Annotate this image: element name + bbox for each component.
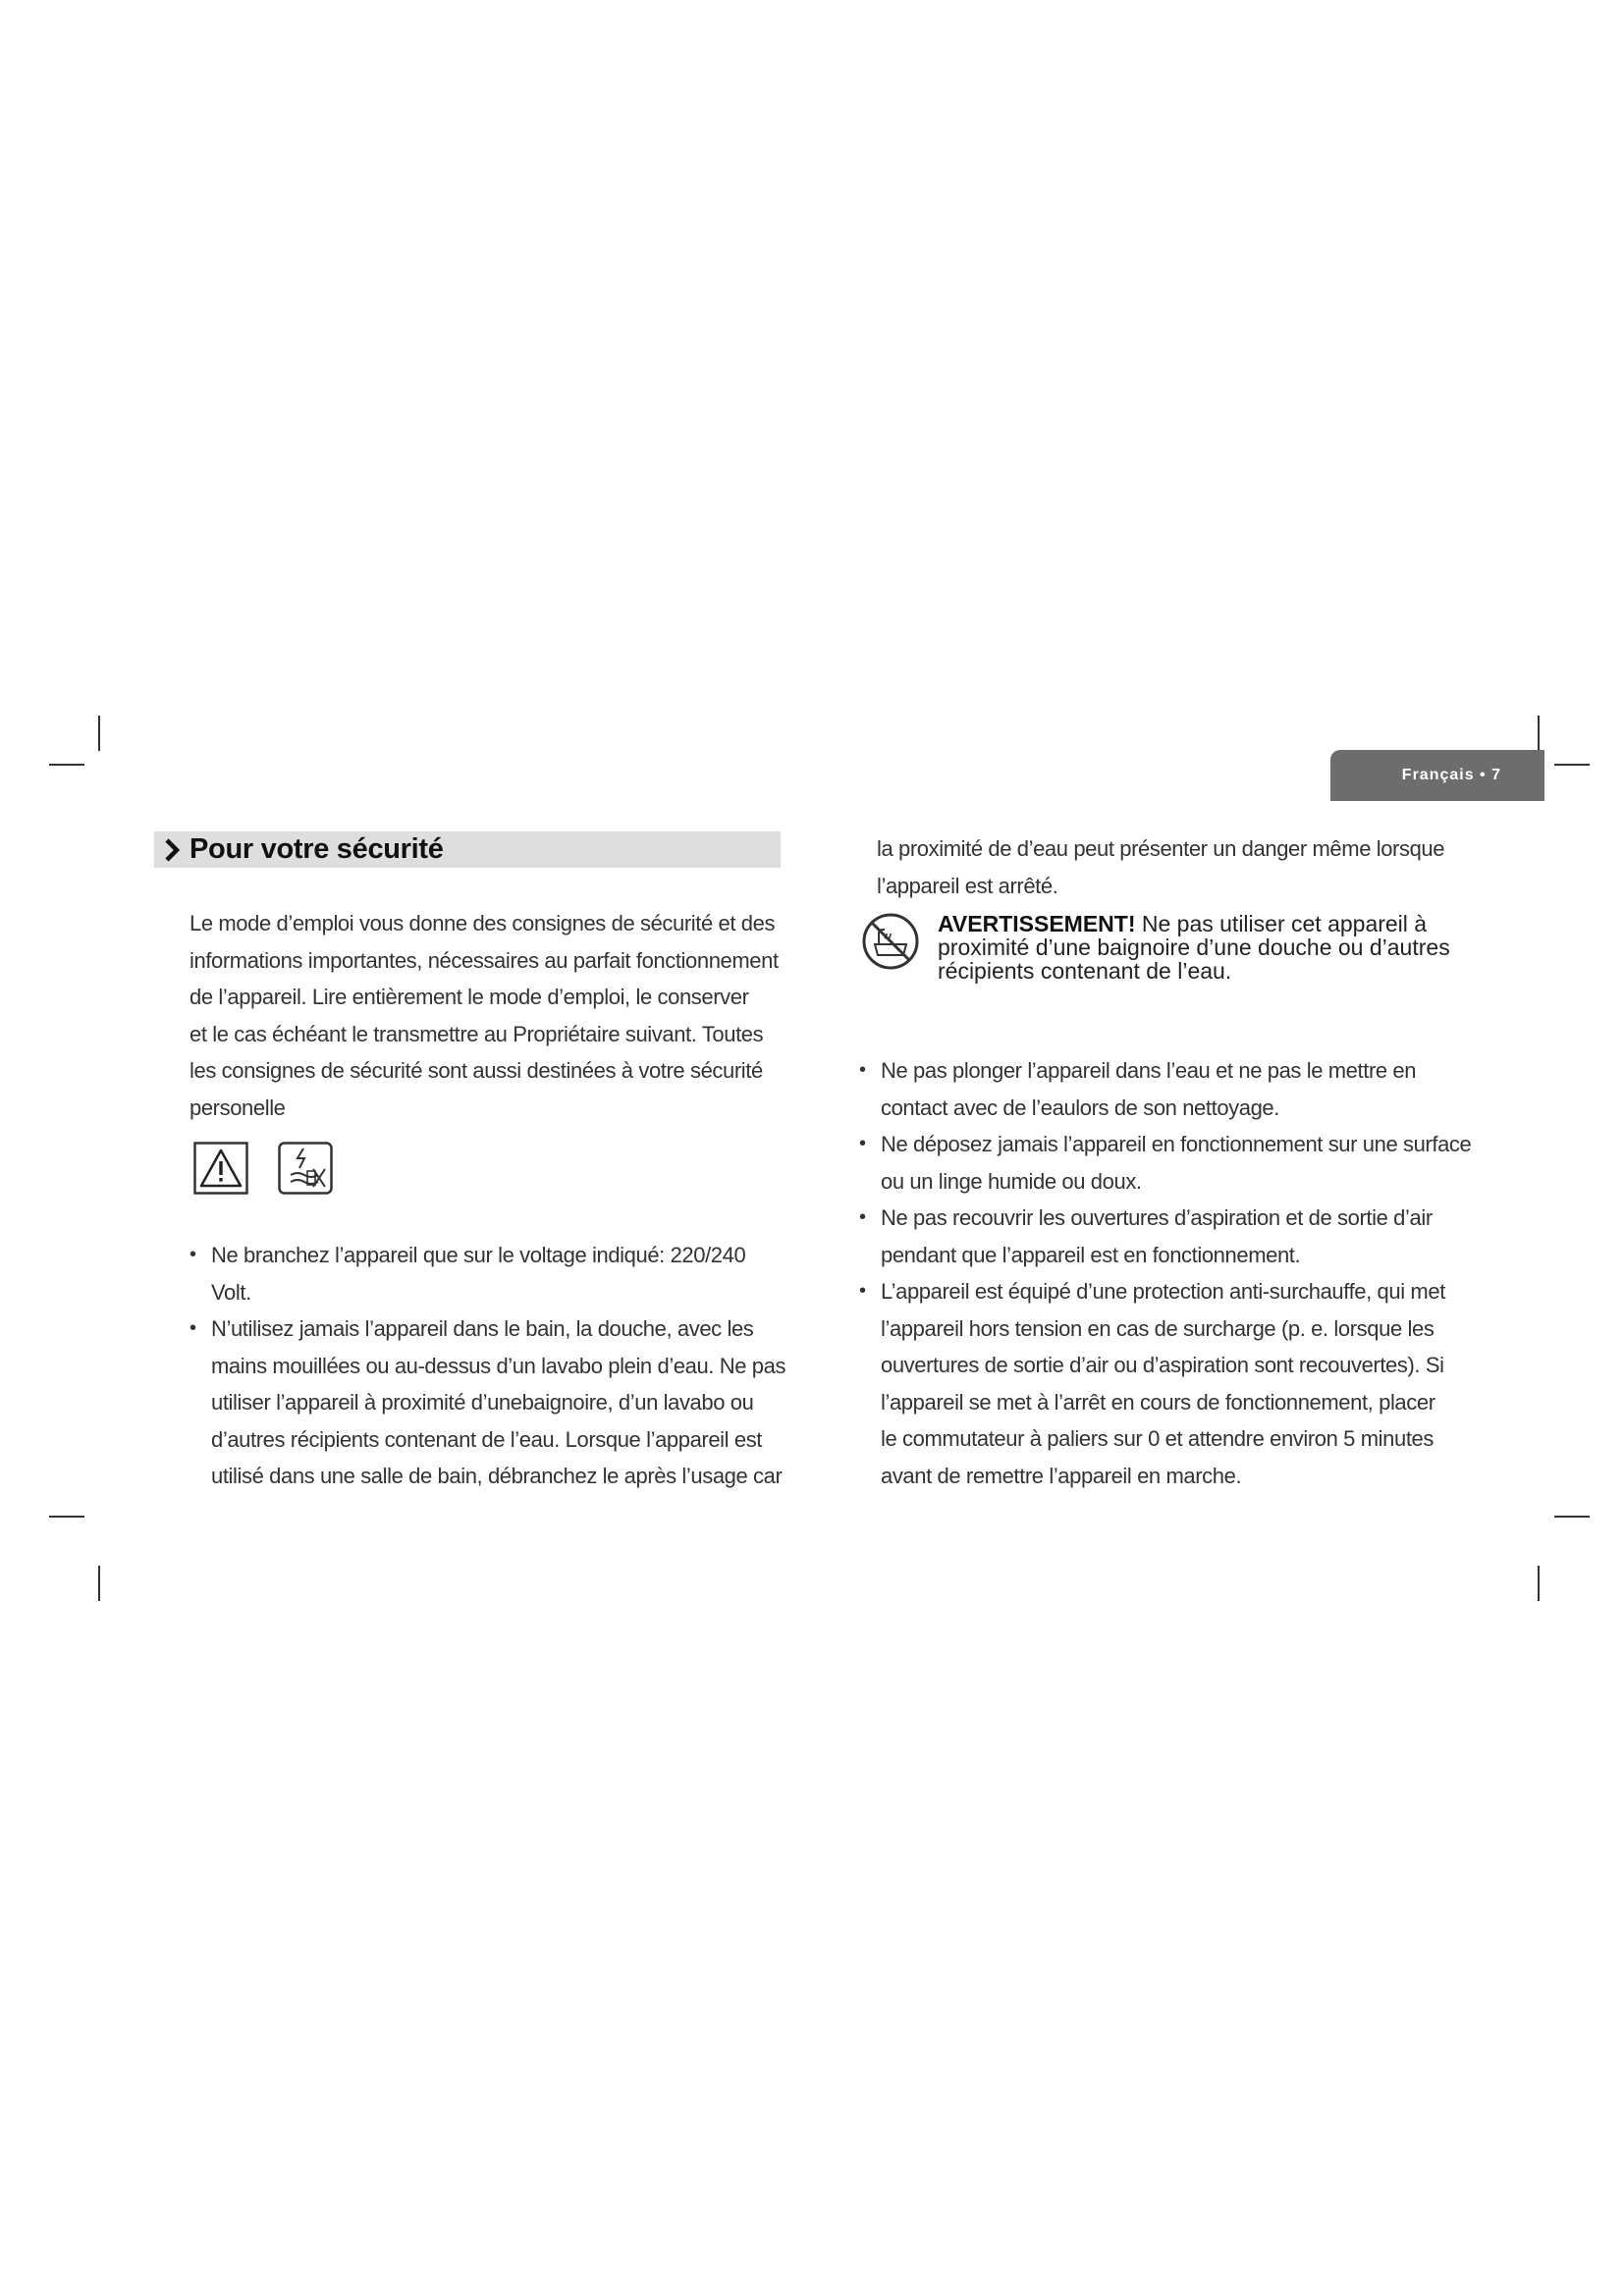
crop-mark-bottom-left-v <box>98 1566 100 1601</box>
bullet-mark: • <box>189 1244 196 1265</box>
crop-mark-bottom-right-v <box>1538 1566 1540 1601</box>
section-heading <box>154 831 781 868</box>
list-item-line: Ne pas plonger l’appareil dans l’eau et ne pas le mettre en <box>881 1058 1417 1083</box>
list-item-line: ou un linge humide ou doux. <box>881 1168 1142 1194</box>
list-item-line: N’utilisez jamais l’appareil dans le bain, la douche, avec les <box>211 1316 754 1341</box>
continuation-line: la proximité de d’eau peut présenter un danger même lorsque <box>877 836 1445 861</box>
list-item-line: pendant que l’appareil est en fonctionnement. <box>881 1242 1301 1267</box>
warning-block <box>861 912 1489 983</box>
warning-line-text: Ne pas utiliser cet appareil à <box>1135 911 1428 936</box>
list-item-line: avant de remettre l’appareil en marche. <box>881 1463 1242 1488</box>
list-item <box>189 1310 798 1495</box>
right-bullet-list <box>859 1052 1497 1494</box>
crop-mark-top-left-h <box>49 764 84 766</box>
left-bullet-list <box>189 1237 798 1495</box>
intro-line: personelle <box>189 1095 286 1120</box>
crop-mark-bottom-left-h <box>49 1516 84 1518</box>
continuation-paragraph <box>877 830 1486 904</box>
list-item-line: ouvertures de sortie d’air ou d’aspiration sont recouvertes). Si <box>881 1353 1444 1377</box>
bullet-mark: • <box>859 1133 866 1154</box>
chevron-right-icon <box>160 837 186 863</box>
warning-line <box>938 912 1450 935</box>
warning-line: récipients contenant de l’eau. <box>938 958 1232 984</box>
list-item <box>859 1052 1497 1126</box>
list-item-line: contact avec de l’eaulors de son nettoyage. <box>881 1095 1279 1120</box>
bullet-mark: • <box>859 1059 866 1081</box>
bullet-mark: • <box>859 1206 866 1228</box>
list-item-line: utilisé dans une salle de bain, débranchez le après l’usage car <box>211 1464 783 1488</box>
crop-mark-bottom-right-h <box>1554 1516 1590 1518</box>
list-item-line: L’appareil est équipé d’une protection anti-surchauffe, qui met <box>881 1279 1445 1304</box>
intro-line: les consignes de sécurité sont aussi destinées à votre sécurité <box>189 1058 763 1083</box>
electric-shock-icon <box>278 1142 333 1195</box>
warning-label: AVERTISSEMENT! <box>938 911 1136 936</box>
crop-mark-top-right-h <box>1554 764 1590 766</box>
list-item-line: l’appareil hors tension en cas de surcharge (p. e. lorsque les <box>881 1315 1435 1341</box>
list-item-line: mains mouillées ou au-dessus d’un lavabo plein d’eau. Ne pas <box>211 1353 786 1378</box>
list-item <box>859 1273 1497 1494</box>
intro-line: et le cas échéant le transmettre au Propriétaire suivant. Toutes <box>189 1021 764 1046</box>
crop-mark-top-left-v <box>98 716 100 751</box>
list-item-line: le commutateur à paliers sur 0 et attendre environ 5 minutes <box>881 1426 1434 1451</box>
continuation-line: l’appareil est arrêté. <box>877 873 1058 898</box>
warning-text <box>938 912 1450 983</box>
bullet-mark: • <box>859 1280 866 1302</box>
intro-line: informations importantes, nécessaires au parfait fonctionnement <box>189 947 779 973</box>
intro-line: de l’appareil. Lire entièrement le mode d’emploi, le conserver <box>189 985 749 1009</box>
list-item-line: Ne déposez jamais l’appareil en fonctionnement sur une surface <box>881 1132 1472 1156</box>
warning-line: proximité d’une baignoire d’une douche ou d’autres <box>938 934 1450 960</box>
list-item <box>189 1237 798 1310</box>
list-item-line: Ne pas recouvrir les ouvertures d’aspiration et de sortie d’air <box>881 1205 1433 1230</box>
list-item-line: d’autres récipients contenant de l’eau. Lorsque l’appareil est <box>211 1426 763 1452</box>
bullet-mark: • <box>189 1317 196 1339</box>
page-number-label: Français • 7 <box>1401 767 1501 783</box>
list-item-line: l’appareil se met à l’arrêt en cours de fonctionnement, placer <box>881 1389 1435 1415</box>
section-title: Pour votre sécurité <box>189 833 444 865</box>
page-number-tab <box>1330 750 1544 801</box>
no-bathtub-icon <box>861 912 920 971</box>
list-item-line: Volt. <box>211 1279 251 1305</box>
list-item <box>859 1200 1497 1273</box>
intro-paragraph <box>189 905 790 1126</box>
crop-mark-top-right-v <box>1538 716 1540 751</box>
list-item <box>859 1126 1497 1200</box>
list-item-line: Ne branchez l’appareil que sur le voltage indiqué: 220/240 <box>211 1243 746 1267</box>
intro-line: Le mode d’emploi vous donne des consignes de sécurité et des <box>189 911 776 935</box>
warning-triangle-icon <box>193 1142 248 1195</box>
list-item-line: utiliser l’appareil à proximité d’unebaignoire, d’un lavabo ou <box>211 1390 754 1415</box>
safety-icons <box>193 1142 333 1195</box>
